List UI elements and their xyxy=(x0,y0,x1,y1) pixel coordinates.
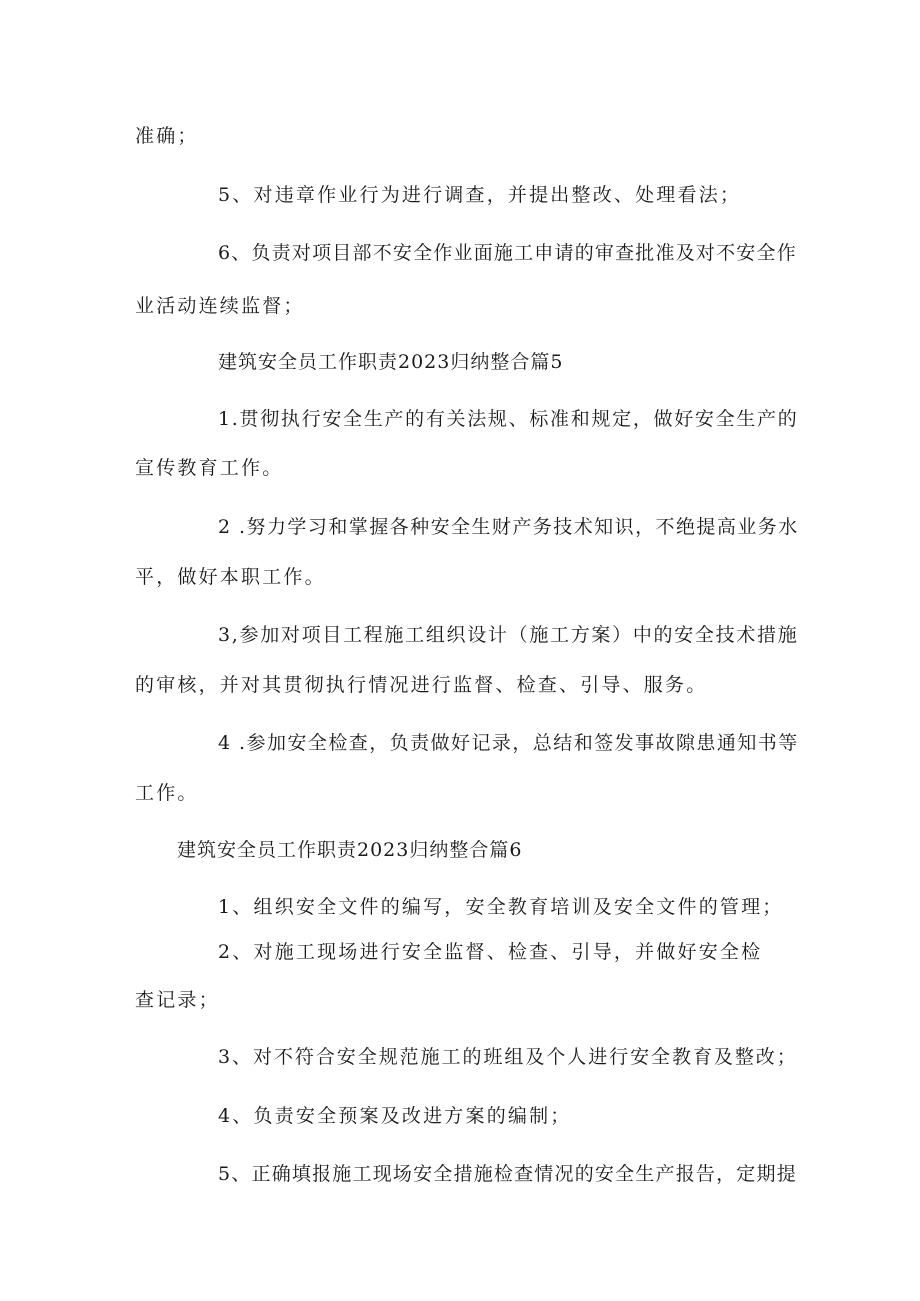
text-line: 的审核，并对其贯彻执行情况进行监督、检查、引导、服务。 xyxy=(135,674,708,696)
text-line: 宣传教育工作。 xyxy=(135,457,284,479)
section-heading: 建筑安全员工作职责2023归纳整合篇5 xyxy=(218,351,564,373)
text-line: 1.贯彻执行安全生产的有关法规、标准和规定，做好安全生产的 xyxy=(218,408,799,430)
text-line: 5、对违章作业行为进行调查，并提出整改、处理看法； xyxy=(218,184,742,206)
text-line: 4、负责安全预案及改进方案的编制； xyxy=(218,1105,572,1127)
text-line: 查记录； xyxy=(135,989,220,1011)
section-heading: 建筑安全员工作职责2023归纳整合篇6 xyxy=(177,839,523,861)
text-line: 6、负责对项目部不安全作业面施工申请的审查批准及对不安全作 xyxy=(218,242,797,264)
text-line: 2、对施工现场进行安全监督、检查、引导，并做好安全检 xyxy=(218,941,763,963)
text-line: 工作。 xyxy=(135,782,199,804)
text-line: 4 .参加安全检查，负责做好记录，总结和签发事故隙患通知书等 xyxy=(218,732,799,754)
text-line: 准确； xyxy=(135,125,199,147)
text-line: 5、正确填报施工现场安全措施检查情况的安全生产报告，定期提 xyxy=(218,1163,797,1185)
text-line: 平，做好本职工作。 xyxy=(135,566,326,588)
text-line: 3、对不符合安全规范施工的班组及个人进行安全教育及整改； xyxy=(218,1046,798,1068)
text-line: 3,参加对项目工程施工组织设计（施工方案）中的安全技术措施 xyxy=(218,624,799,646)
text-line: 业活动连续监督； xyxy=(135,295,305,317)
text-line: 1、组织安全文件的编写，安全教育培训及安全文件的管理； xyxy=(218,896,784,918)
text-line: 2 .努力学习和掌握各种安全生财产务技术知识，不绝提高业务水 xyxy=(218,516,799,538)
